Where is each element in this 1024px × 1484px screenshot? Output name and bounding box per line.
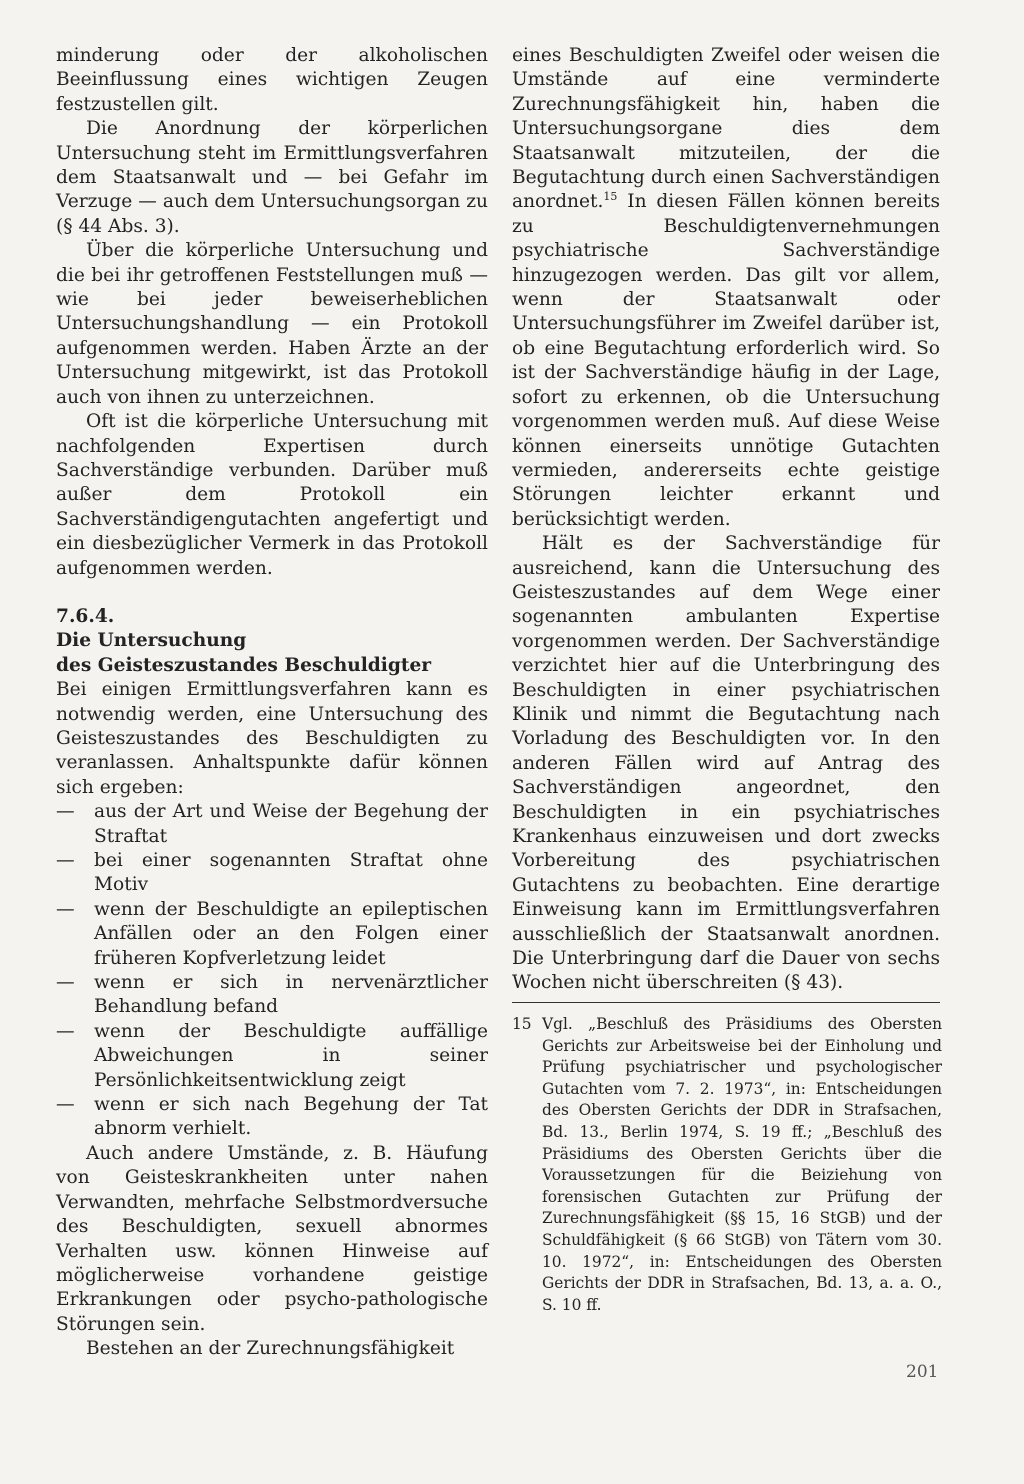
paragraph: Bei einigen Ermittlungsverfahren kann es notwendig werden, eine Untersuchung des Geisteszustandes des Beschuldigten zu veranlassen. Anhaltspunkte dafür können sich ergeben:	[56, 679, 488, 798]
paragraph-text: In diesen Fällen können bereits zu Beschuldigtenvernehmungen psychiatrische Sachverständige hinzugezogen werden. Das gilt vor allem, wenn der Staatsanwalt oder Untersuchungsführer im Zweifel darüber ist, ob eine Begutachtung erforderlich wird. So ist der Sachverständige häufig in der Lage, sofort zu erkennen, ob die Untersuchung vorgenommen werden muß. Auf diese Weise können einerseits unnötige Gutachten vermieden, andererseits echte geistige Störungen leichter erkannt und berücksichtigt werden.	[512, 191, 940, 530]
section-heading	[56, 605, 488, 678]
list-item-text: bei einer sogenannten Straftat ohne Motiv	[94, 850, 488, 896]
footnote-divider	[512, 1002, 940, 1003]
paragraph-text: eines Beschuldigten Zweifel oder weisen die Umstände auf eine verminderte Zurechnungsfähigkeit hin, haben die Untersuchungsorgane dies dem Staatsanwalt mitzuteilen, der die Begutachtung durch einen Sachverständigen anordnet.	[512, 45, 940, 213]
list-item	[56, 1020, 488, 1093]
footnote-number: 15	[512, 1015, 532, 1033]
list-item-text: wenn er sich nach Begehung der Tat abnorm verhielt.	[94, 1094, 488, 1140]
section-title-line: Die Untersuchung	[56, 630, 247, 652]
dash-bullet: —	[56, 972, 75, 994]
paragraph: Auch andere Umstände, z. B. Häufung von Geisteskrankheiten unter nahen Verwandten, mehrfache Selbstmordversuche des Beschuldigten, sexuell abnormes Verhalten usw. können Hinweise auf möglicherweise vorhandene geistige Erkrankungen oder psycho-pathologische Störungen sein.	[56, 1142, 488, 1335]
section-number: 7.6.4.	[56, 605, 115, 627]
list-item	[56, 800, 488, 849]
dash-bullet: —	[56, 850, 75, 871]
paragraph-continuation: minderung oder der alkoholischen Beeinflussung eines wichtigen Zeugen festzustellen gilt.	[56, 45, 488, 115]
dash-bullet: —	[56, 898, 75, 920]
indicator-list	[56, 800, 488, 1142]
dash-bullet: —	[56, 1020, 75, 1042]
list-item	[56, 898, 488, 971]
list-item-text: wenn er sich in nervenärztlicher Behandlung befand	[94, 972, 488, 1018]
list-item	[56, 971, 488, 1020]
page-number: 201	[906, 1362, 939, 1382]
dash-bullet: —	[56, 801, 75, 823]
right-column	[512, 44, 940, 996]
list-item-text: aus der Art und Weise der Begehung der Straftat	[94, 801, 488, 847]
list-item-text: wenn der Beschuldigte an epileptischen Anfällen oder an den Folgen einer früheren Kopfverletzung leidet	[94, 898, 488, 969]
dash-bullet: —	[56, 1094, 75, 1116]
footnote	[512, 1014, 942, 1316]
list-item-text: wenn der Beschuldigte auffällige Abweichungen in seiner Persönlichkeitsentwicklung zeigt	[94, 1020, 488, 1091]
paragraph: Oft ist die körperliche Untersuchung mit nachfolgenden Expertisen durch Sachverständige verbunden. Darüber muß außer dem Protokoll ein Sachverständigengutachten angefertigt und ein diesbezüglicher Vermerk in das Protokoll aufgenommen werden.	[56, 411, 488, 579]
paragraph-continuation	[512, 44, 940, 532]
section-title-line: des Geisteszustandes Beschuldigter	[56, 654, 432, 676]
paragraph: Hält es der Sachverständige für ausreichend, kann die Untersuchung des Geisteszustandes auf dem Wege einer sogenannten ambulanten Expertise vorgenommen werden. Der Sachverständige verzichtet hier auf die Unterbringung des Beschuldigten in einer psychiatrischen Klinik und nimmt die Begutachtung nach Vorladung des Beschuldigten vor. In den anderen Fällen wird auf Antrag des Sachverständigen angeordnet, den Beschuldigten in ein psychiatrisches Krankenhaus einzuweisen und dort zwecks Vorbereitung des psychiatrischen Gutachtens zu beobachten. Eine derartige Einweisung kann im Ermittlungsverfahren ausschließlich der Staatsanwalt anordnen. Die Unterbringung darf die Dauer von sechs Wochen nicht überschreiten (§ 43).	[512, 533, 940, 994]
list-item	[56, 1093, 488, 1142]
paragraph: Über die körperliche Untersuchung und die bei ihr getroffenen Feststellungen muß — wie bei jeder beweiserheblichen Untersuchungshandlung — ein Protokoll aufgenommen werden. Haben Ärzte an der Untersuchung mitgewirkt, ist das Protokoll auch von ihnen zu unterzeichnen.	[56, 240, 488, 408]
footnote-reference: 15	[603, 190, 618, 204]
footnote-text: Vgl. „Beschluß des Präsidiums des Obersten Gerichts zur Arbeitsweise bei der Einholung und Prüfung psychiatrischer und psychologischer Gutachten vom 7. 2. 1973“, in: Entscheidungen des Obersten Gerichts der DDR in Strafsachen, Bd. 13., Berlin 1974, S. 19 ff.; „Beschluß des Präsidiums des Obersten Gerichts über die Voraussetzungen für die Beiziehung von forensischen Gutachten zur Prüfung der Zurechnungsfähigkeit (§§ 15, 16 StGB) und der Schuldfähigkeit (§ 66 StGB) von Tätern vom 30. 10. 1972“, in: Entscheidungen des Obersten Gerichts der DDR in Strafsachen, Bd. 13, a. a. O., S. 10 ff.	[542, 1015, 942, 1314]
paragraph: Die Anordnung der körperlichen Untersuchung steht im Ermittlungsverfahren dem Staatsanwalt und — bei Gefahr im Verzuge — auch dem Untersuchungsorgan zu (§ 44 Abs. 3).	[56, 118, 488, 237]
paragraph-continues: Bestehen an der Zurechnungsfähigkeit	[86, 1338, 455, 1360]
left-column	[56, 44, 488, 1362]
list-item	[56, 849, 488, 898]
